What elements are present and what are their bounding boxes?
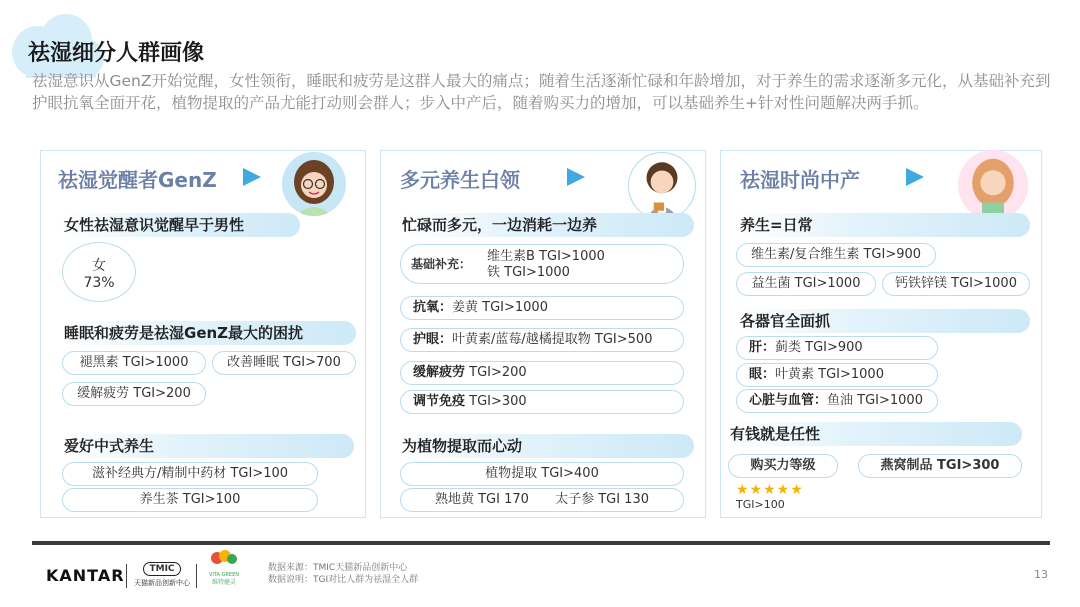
- antioxidant-value: 姜黄 TGI>1000: [452, 300, 548, 315]
- intro-text: 祛湿意识从GenZ开始觉醒，女性领衔，睡眠和疲劳是这群人最大的痛点；随着生活逐渐忙碌和年龄增加，对于养生的需求逐渐多元化，从基础补充到护眼抗氧全面开花，植物提取的产品尤能打动则会群人；步入中产后，随着购买力的增加，可以基础养生+针对性问题解决两手抓。: [32, 72, 1051, 112]
- basic-label: 基础补充：: [411, 257, 472, 271]
- heart-value: 鱼油 TGI>1000: [827, 393, 923, 408]
- female-label: 女: [92, 258, 106, 274]
- band-white-collar-busy: 忙碌而多元，一边消耗一边养: [398, 213, 694, 237]
- avatar-genz: [282, 152, 346, 216]
- tag-basic-supplement: [400, 244, 684, 284]
- ginseng-value: 太子参 TGI 130: [555, 492, 649, 507]
- basic-line2: 铁 TGI>1000: [487, 265, 570, 280]
- fatigue-label: 缓解疲劳: [413, 365, 466, 380]
- vitagreen-name: VITA GREEN: [209, 572, 239, 578]
- band-middle-organs: 各器官全面抓: [736, 309, 1030, 333]
- tag-tonic: 滋补经典方/精制中药材 TGI>100: [62, 462, 318, 486]
- vitagreen-logo: [204, 550, 244, 588]
- star-tgi: TGI>100: [736, 498, 785, 511]
- arrow-icon: [567, 168, 585, 186]
- page-title: 祛湿细分人群画像: [28, 41, 205, 66]
- band-middle-rich: 有钱就是任性: [726, 422, 1022, 446]
- tag-melatonin: 褪黑素 TGI>1000: [62, 351, 206, 375]
- heart-label: 心脏与血管：: [749, 393, 828, 408]
- panel-genz-title: 祛湿觉醒者GenZ: [58, 168, 217, 192]
- tag-probiotics: 益生菌 TGI>1000: [736, 272, 876, 296]
- tag-improve-sleep: 改善睡眠 TGI>700: [212, 351, 356, 375]
- tag-heart: [736, 389, 938, 413]
- tag-purchasing-power: 购买力等级: [728, 454, 838, 478]
- arrow-icon: [906, 168, 924, 186]
- eye-value: 叶黄素 TGI>1000: [775, 367, 884, 382]
- source-note-2: 数据说明：TGI对比人群为祛湿全人群: [268, 575, 419, 585]
- avatar-middle-class: [958, 150, 1028, 220]
- tag-immune: [400, 390, 684, 414]
- tag-birds-nest: 燕窝制品 TGI>300: [858, 454, 1022, 478]
- immune-label: 调节免疫: [413, 394, 466, 409]
- tag-plant-herbs: [400, 488, 684, 512]
- vitagreen-cn: 维特健灵: [211, 579, 236, 586]
- liver-value: 蓟类 TGI>900: [775, 340, 863, 355]
- antioxidant-label: 抗氧：: [413, 300, 453, 315]
- basic-line1: 维生素B TGI>1000: [487, 249, 605, 264]
- footer-divider: [32, 541, 1050, 545]
- band-middle-daily: 养生=日常: [736, 213, 1030, 237]
- star-rating-icon: ★★★★★: [736, 482, 804, 498]
- eye-label: 眼：: [749, 367, 776, 382]
- footer-separator: [196, 564, 197, 588]
- panel-white-collar-title: 多元养生白领: [400, 168, 520, 192]
- band-genz-chinese: 爱好中式养生: [60, 434, 354, 458]
- page-number: 13: [1034, 568, 1048, 581]
- tag-liver: [736, 336, 938, 360]
- tag-vitamins: 维生素/复合维生素 TGI>900: [736, 243, 936, 267]
- tag-relieve-fatigue: 缓解疲劳 TGI>200: [62, 382, 206, 406]
- panel-middle-class-title: 祛湿时尚中产: [740, 168, 860, 192]
- tmic-badge: TMIC: [143, 562, 180, 576]
- tmic-logo: [134, 556, 190, 588]
- band-genz-female: 女性祛湿意识觉醒早于男性: [60, 213, 300, 237]
- tag-herbal-tea: 养生茶 TGI>100: [62, 488, 318, 512]
- rehmannia-value: 熟地黄 TGI 170: [434, 492, 529, 507]
- female-percent: 73%: [83, 275, 115, 291]
- tag-antioxidant: [400, 296, 684, 320]
- eye-care-label: 护眼：: [413, 332, 453, 347]
- liver-label: 肝：: [749, 340, 776, 355]
- avatar-white-collar: [628, 152, 696, 220]
- fatigue-value: TGI>200: [465, 365, 527, 380]
- source-note-1: 数据来源：TMIC天猫新品创新中心: [268, 563, 408, 573]
- vitagreen-icon: [209, 550, 239, 568]
- arrow-icon: [243, 168, 261, 186]
- tag-eye: [736, 363, 938, 387]
- kantar-logo: KANTAR: [46, 566, 125, 585]
- tmic-name: 天猫新品创新中心: [134, 579, 190, 587]
- female-ratio-circle: [62, 242, 136, 302]
- tag-plant-extract: 植物提取 TGI>400: [400, 462, 684, 486]
- band-white-collar-plant: 为植物提取而心动: [398, 434, 694, 458]
- band-genz-sleep: 睡眠和疲劳是祛湿GenZ最大的困扰: [60, 321, 356, 345]
- tag-minerals: 钙铁锌镁 TGI>1000: [882, 272, 1030, 296]
- eye-care-value: 叶黄素/蓝莓/越橘提取物 TGI>500: [452, 332, 653, 347]
- immune-value: TGI>300: [465, 394, 527, 409]
- footer-separator: [126, 564, 127, 588]
- tag-fatigue: [400, 361, 684, 385]
- tag-eye-care: [400, 328, 684, 352]
